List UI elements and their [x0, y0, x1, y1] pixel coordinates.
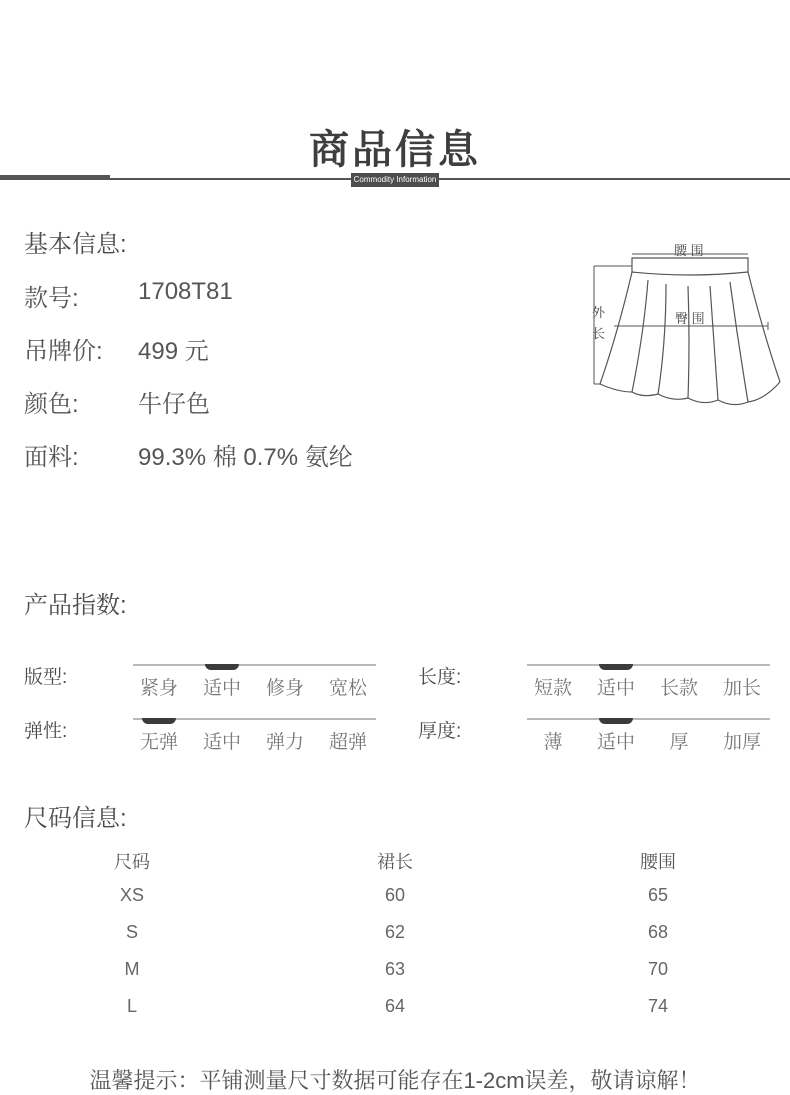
- size-info-heading: 尺码信息:: [24, 805, 127, 832]
- table-cell: 63: [384, 959, 406, 979]
- length-option: 加长: [722, 678, 761, 699]
- header-subtitle: Commodity Information: [351, 173, 439, 187]
- table-cell: 65: [647, 885, 669, 905]
- elasticity-option: 超弹: [328, 732, 367, 753]
- fit-option: 修身: [265, 678, 304, 699]
- fit-scale-marker: [205, 664, 239, 670]
- table-cell: 64: [384, 996, 406, 1016]
- price-value: 499 元: [138, 338, 209, 365]
- style-no-value: 1708T81: [138, 278, 233, 305]
- table-header-size: 尺码: [114, 852, 150, 872]
- thickness-option: 加厚: [722, 732, 761, 753]
- table-cell: 68: [647, 922, 669, 942]
- measurement-tip: 温馨提示：平铺测量尺寸数据可能存在1-2cm误差，敬请谅解！: [89, 1068, 701, 1093]
- length-option: 长款: [659, 678, 698, 699]
- table-cell: M: [124, 959, 140, 979]
- elasticity-option: 适中: [202, 732, 241, 753]
- table-header-length: 裙长: [377, 852, 413, 872]
- table-header-waist: 腰围: [640, 852, 676, 872]
- thickness-scale-marker: [599, 718, 633, 724]
- fit-scale-line: [133, 664, 376, 666]
- table-cell: L: [126, 996, 137, 1016]
- thickness-option: 厚: [669, 732, 689, 753]
- thickness-scale-line: [527, 718, 770, 720]
- color-label: 颜色:: [24, 391, 79, 418]
- hip-label: 臀 围: [675, 311, 705, 326]
- elasticity-option: 无弹: [139, 732, 178, 753]
- table-cell: 70: [647, 959, 669, 979]
- style-no-label: 款号:: [24, 285, 79, 312]
- length-label-top: 外: [592, 305, 606, 320]
- table-cell: 62: [384, 922, 406, 942]
- table-cell: S: [125, 922, 138, 942]
- fit-option: 宽松: [328, 678, 367, 699]
- waist-label: 腰 围: [674, 243, 704, 258]
- fabric-label: 面料:: [24, 444, 79, 471]
- table-cell: 60: [384, 885, 406, 905]
- elasticity-label: 弹性:: [24, 721, 68, 742]
- thickness-option: 适中: [596, 732, 635, 753]
- fit-option: 紧身: [139, 678, 178, 699]
- length-scale-line: [527, 664, 770, 666]
- header-divider-accent: [0, 175, 110, 180]
- length-option: 短款: [533, 678, 572, 699]
- skirt-measurement-diagram: [588, 232, 788, 417]
- page-title: 商品信息: [309, 128, 481, 172]
- elasticity-option: 弹力: [265, 732, 304, 753]
- length-scale-marker: [599, 664, 633, 670]
- product-index-heading: 产品指数:: [24, 592, 127, 619]
- fit-option: 适中: [202, 678, 241, 699]
- length-option: 适中: [596, 678, 635, 699]
- thickness-option: 薄: [543, 732, 563, 753]
- thickness-label: 厚度:: [418, 721, 462, 742]
- color-value: 牛仔色: [138, 391, 210, 418]
- fit-label: 版型:: [24, 667, 68, 688]
- table-cell: XS: [119, 885, 144, 905]
- length-label: 长度:: [418, 667, 462, 688]
- elasticity-scale-marker: [142, 718, 176, 724]
- fabric-value: 99.3% 棉 0.7% 氨纶: [138, 444, 353, 471]
- basic-info-heading: 基本信息:: [24, 231, 127, 258]
- table-cell: 74: [647, 996, 669, 1016]
- price-label: 吊牌价:: [24, 338, 103, 365]
- length-label-bottom: 长: [592, 326, 606, 341]
